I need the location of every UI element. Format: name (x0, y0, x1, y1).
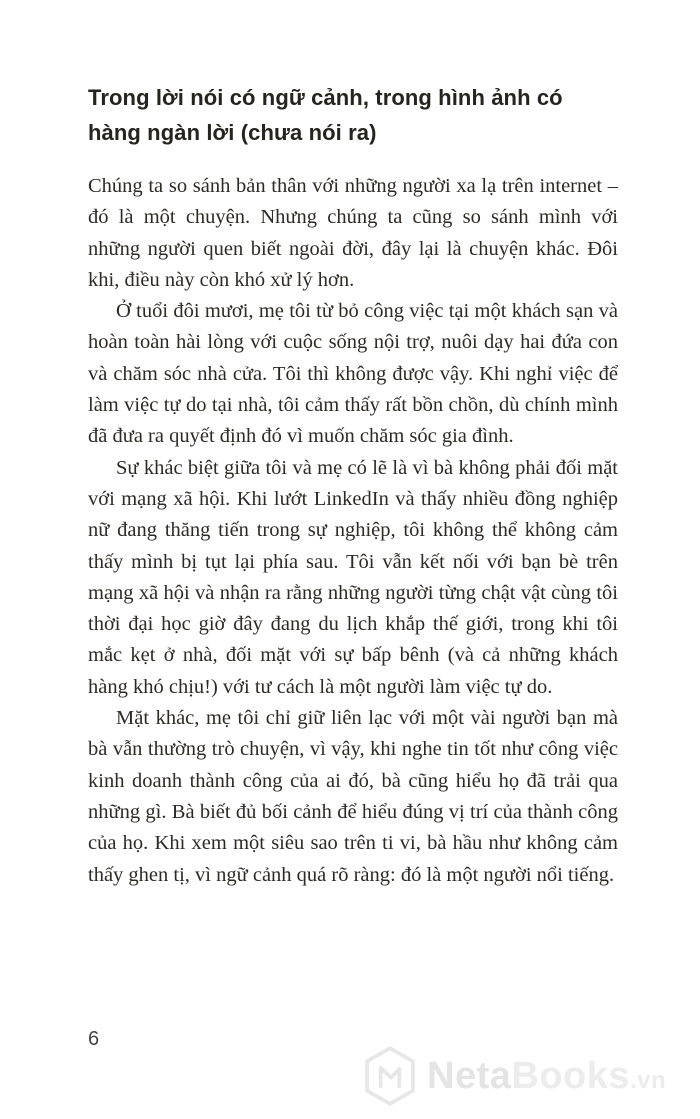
paragraph: Sự khác biệt giữa tôi và mẹ có lẽ là vì bà không phải đối mặt với mạng xã hội. Khi lướt LinkedIn và thấy nhiều đồng nghiệp nữ đang thăng tiến trong sự nghiệp, tôi không thể không cảm thấy mình bị tụt lại phía sau. Tôi vẫn kết nối với bạn bè trên mạng xã hội và nhận ra rằng những người từng chật vật cùng tôi thời đại học giờ đây đang du lịch khắp thế giới, trong khi tôi mắc kẹt ở nhà, đối mặt với sự bấp bênh (và cả những khách hàng khó chịu!) với tư cách là một người làm việc tự do. (88, 456, 618, 698)
netabooks-logo-icon (362, 1046, 418, 1106)
paragraph: Chúng ta so sánh bản thân với những người xa lạ trên internet – đó là một chuyện. Nhưng chúng ta cũng so sánh mình với những người quen biết ngoài đời, đây lại là chuyện khác. Đôi khi, điều này còn khó xử lý hơn. (88, 175, 618, 291)
paragraph: Mặt khác, mẹ tôi chỉ giữ liên lạc với một vài người bạn mà bà vẫn thường trò chuyện, vì vậy, khi nghe tin tốt như công việc kinh doanh thành công của ai đó, bà cũng hiểu họ đã trải qua những gì. Bà biết đủ bối cảnh để hiểu đúng vị trí của thành công của họ. Khi xem một siêu sao trên ti vi, bà hầu như không cảm thấy ghen tị, vì ngữ cảnh quá rõ ràng: đó là một người nổi tiếng. (88, 707, 618, 886)
paragraph: Ở tuổi đôi mươi, mẹ tôi từ bỏ công việc tại một khách sạn và hoàn toàn hài lòng với cuộc sống nội trợ, nuôi dạy hai đứa con và chăm sóc nhà cửa. Tôi thì không được vậy. Khi nghỉ việc để làm việc tự do tại nhà, tôi cảm thấy rất bồn chồn, dù chính mình đã đưa ra quyết định đó vì muốn chăm sóc gia đình. (88, 300, 618, 448)
page-number: 6 (88, 1028, 100, 1050)
page-content (88, 80, 618, 891)
watermark-text (427, 1057, 666, 1095)
watermark-brand-suffix: .vn (630, 1067, 667, 1094)
netabooks-watermark (362, 1046, 666, 1106)
watermark-brand-main: Neta (427, 1055, 512, 1097)
section-heading: Trong lời nói có ngữ cảnh, trong hình ảnh có hàng ngàn lời (chưa nói ra) (88, 85, 563, 145)
watermark-brand-bold: Books (511, 1055, 631, 1097)
